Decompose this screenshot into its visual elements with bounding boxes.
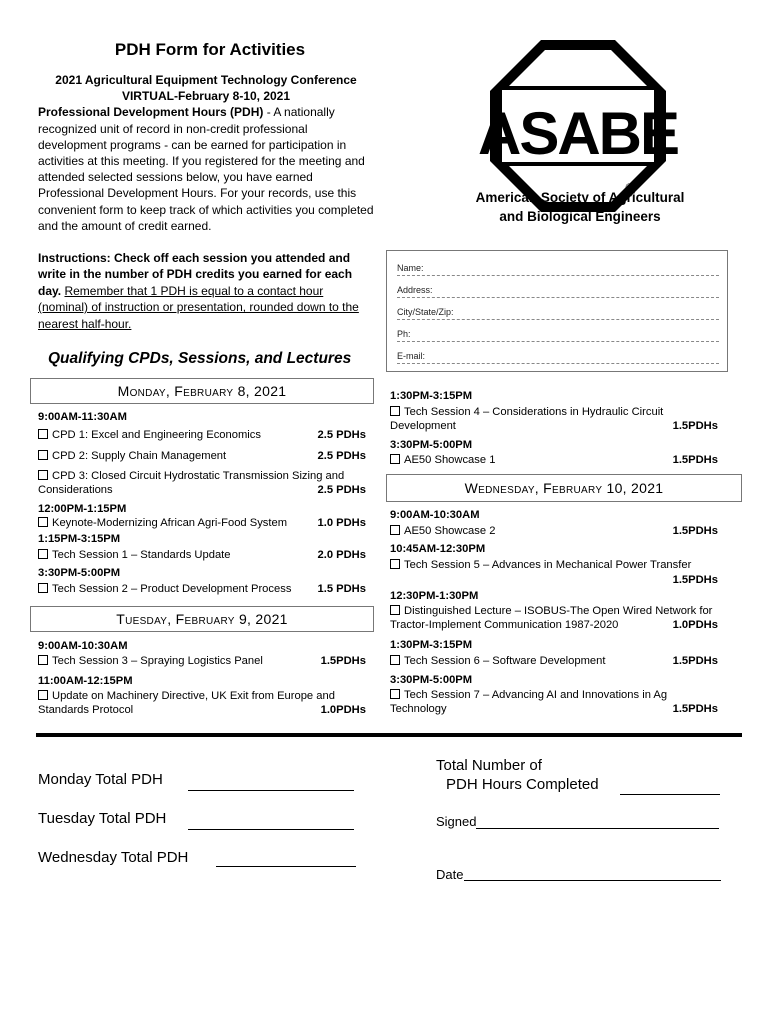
address-label: Address: [397,285,433,295]
monday-afternoon-sessions [390,389,718,469]
session-tech7[interactable] [390,688,718,716]
total-pdh-line2: PDH Hours Completed [446,776,599,793]
session-tech2[interactable] [38,582,366,596]
session-title-cont: Development [390,420,456,432]
name-field[interactable] [397,263,719,276]
logo-subtitle [420,188,740,226]
session-ae50-2[interactable] [390,524,718,538]
total-pdh-field[interactable] [620,794,720,795]
session-tech4[interactable] [390,405,718,433]
pdh-description [38,104,374,234]
session-ae50-1[interactable] [390,453,718,467]
email-label: E-mail: [397,351,426,361]
session-title: Distinguished Lecture – ISOBUS-The Open Wired Network for [404,605,713,617]
instructions-underlined: Remember that 1 PDH is equal to a contact hour (nominal) of instruction or presentation, rounded down to the nearest half-hour. [38,283,359,331]
wednesday-total-label: Wednesday Total PDH [38,849,189,866]
checkbox[interactable] [38,583,48,593]
page-title: PDH Form for Activities [114,40,306,59]
session-keynote[interactable] [38,516,366,530]
address-field[interactable] [397,285,719,298]
session-title: Update on Machinery Directive, UK Exit from Europe and [52,690,335,702]
session-time: 1:15PM-3:15PM [38,533,121,545]
session-pdh: 1.5PDHs [672,525,718,537]
instructions-bold: Instructions: Check off each session you attended and write in the number of PDH credits you earned for each day. [38,251,353,298]
wednesday-sessions [390,508,718,728]
session-title: Tech Session 7 – Advancing AI and Innovations in Ag [404,689,668,701]
checkbox[interactable] [390,559,400,569]
session-time: 12:00PM-1:15PM [38,503,127,515]
session-tech6[interactable] [390,654,718,668]
session-time: 9:00AM-10:30AM [38,640,128,652]
session-pdh: 2.5 PDHs [317,484,366,496]
session-title: Tech Session 4 – Considerations in Hydraulic Circuit [404,406,664,418]
session-time: 9:00AM-11:30AM [38,411,127,423]
checkbox[interactable] [390,689,400,699]
contact-info-box [386,250,728,372]
qualifying-heading: Qualifying CPDs, Sessions, and Lectures [48,350,352,367]
session-pdh: 1.0PDHs [320,704,366,716]
session-pdh: 1.5PDHs [672,420,718,432]
session-update-machinery[interactable] [38,689,366,717]
phone-label: Ph: [397,329,411,339]
monday-total-field[interactable] [188,790,354,791]
session-tech3[interactable] [38,654,366,668]
session-time: 1:30PM-3:15PM [390,639,473,651]
checkbox[interactable] [38,517,48,527]
session-title-cont: Considerations [38,484,113,496]
session-title-cont: Standards Protocol [38,704,134,716]
checkbox[interactable] [38,429,48,439]
session-pdh: 2.0 PDHs [317,549,366,561]
session-time: 3:30PM-5:00PM [38,567,121,579]
checkbox[interactable] [390,406,400,416]
session-tech1[interactable] [38,548,366,562]
session-title: Tech Session 2 – Product Development Process [52,583,292,595]
session-title: AE50 Showcase 2 [404,525,496,537]
session-title: Tech Session 5 – Advances in Mechanical Power Transfer [404,559,692,571]
conference-dates: VIRTUAL-February 8-10, 2021 [121,89,291,104]
session-time: 1:30PM-3:15PM [390,390,473,402]
session-title: Tech Session 3 – Spraying Logistics Panel [52,655,263,667]
name-label: Name: [397,263,424,273]
session-pdh: 1.5PDHs [672,703,718,715]
session-pdh: 2.5 PDHs [317,429,366,441]
signed-label: Signed [436,814,477,829]
tuesday-total-field[interactable] [188,829,354,830]
instructions [38,250,374,332]
phone-field[interactable] [397,329,719,342]
checkbox[interactable] [390,605,400,615]
session-time: 12:30PM-1:30PM [390,590,479,602]
session-pdh: 1.0 PDHs [317,517,366,529]
divider-rule [36,733,742,737]
session-time: 10:45AM-12:30PM [390,543,486,555]
session-pdh: 1.0PDHs [672,619,718,631]
tuesday-sessions [38,639,366,729]
intro-block [38,72,374,234]
city-state-zip-field[interactable] [397,307,719,320]
total-pdh-label [436,757,636,793]
session-distinguished-lecture[interactable] [390,604,718,632]
session-time: 11:00AM-12:15PM [38,675,133,687]
checkbox[interactable] [38,450,48,460]
signature-field[interactable] [476,828,719,829]
session-cpd3[interactable] [38,469,366,497]
logo-text: ASABE [477,100,679,167]
session-pdh: 1.5PDHs [672,574,718,586]
session-pdh: 1.5PDHs [672,454,718,466]
session-title-cont: Technology [390,703,447,715]
session-pdh: 1.5PDHs [320,655,366,667]
email-field[interactable] [397,351,719,364]
session-pdh: 1.5 PDHs [317,583,366,595]
city-state-zip-label: City/State/Zip: [397,307,454,317]
date-label: Date [436,867,464,882]
total-pdh-line1: Total Number of [436,757,542,774]
session-time: 3:30PM-5:00PM [390,439,473,451]
session-pdh: 1.5PDHs [672,655,718,667]
checkbox[interactable] [390,454,400,464]
date-field[interactable] [464,880,721,881]
session-title: CPD 1: Excel and Engineering Economics [52,429,261,441]
logo-subtitle-line1: American Society of Agricultural [475,190,685,205]
pdh-term: Professional Development Hours (PDH) [38,105,264,120]
checkbox[interactable] [390,525,400,535]
checkbox[interactable] [38,470,48,480]
monday-total-label: Monday Total PDH [38,771,163,788]
session-title-cont: Tractor-Implement Communication 1987-2020 [390,619,619,631]
session-cpd1[interactable] [38,428,366,442]
wednesday-total-field[interactable] [216,866,356,867]
session-pdh: 2.5 PDHs [317,450,366,462]
session-title: Tech Session 6 – Software Development [404,655,606,667]
registered-mark: ® [625,182,633,192]
monday-header: Monday, February 8, 2021 [30,378,374,404]
conference-name: 2021 Agricultural Equipment Technology Conference [55,73,357,87]
pdh-text: - A nationally recognized unit of record in non-credit professional development programs - can be earned for participation in activities at this meeting. If you registered for the meeting and attended selected sessions below, you have earned Professional Development Hours. For your records, use this convenient form to keep track of which activities you completed and the amount of credit earned. [38,105,374,233]
tuesday-total-label: Tuesday Total PDH [38,810,167,827]
session-title: CPD 3: Closed Circuit Hydrostatic Transmission Sizing and [52,470,345,482]
session-title: Tech Session 1 – Standards Update [52,549,231,561]
tuesday-header: Tuesday, February 9, 2021 [30,606,374,632]
session-tech5[interactable] [390,558,718,586]
checkbox[interactable] [390,655,400,665]
session-title: Keynote-Modernizing African Agri-Food System [52,517,288,529]
wednesday-header: Wednesday, February 10, 2021 [386,474,742,502]
checkbox[interactable] [38,549,48,559]
session-time: 9:00AM-10:30AM [390,509,480,521]
session-title: AE50 Showcase 1 [404,454,496,466]
checkbox[interactable] [38,690,48,700]
session-time: 3:30PM-5:00PM [390,674,473,686]
session-cpd2[interactable] [38,449,366,463]
session-title: CPD 2: Supply Chain Management [52,450,227,462]
logo-subtitle-line2: and Biological Engineers [499,209,661,224]
checkbox[interactable] [38,655,48,665]
